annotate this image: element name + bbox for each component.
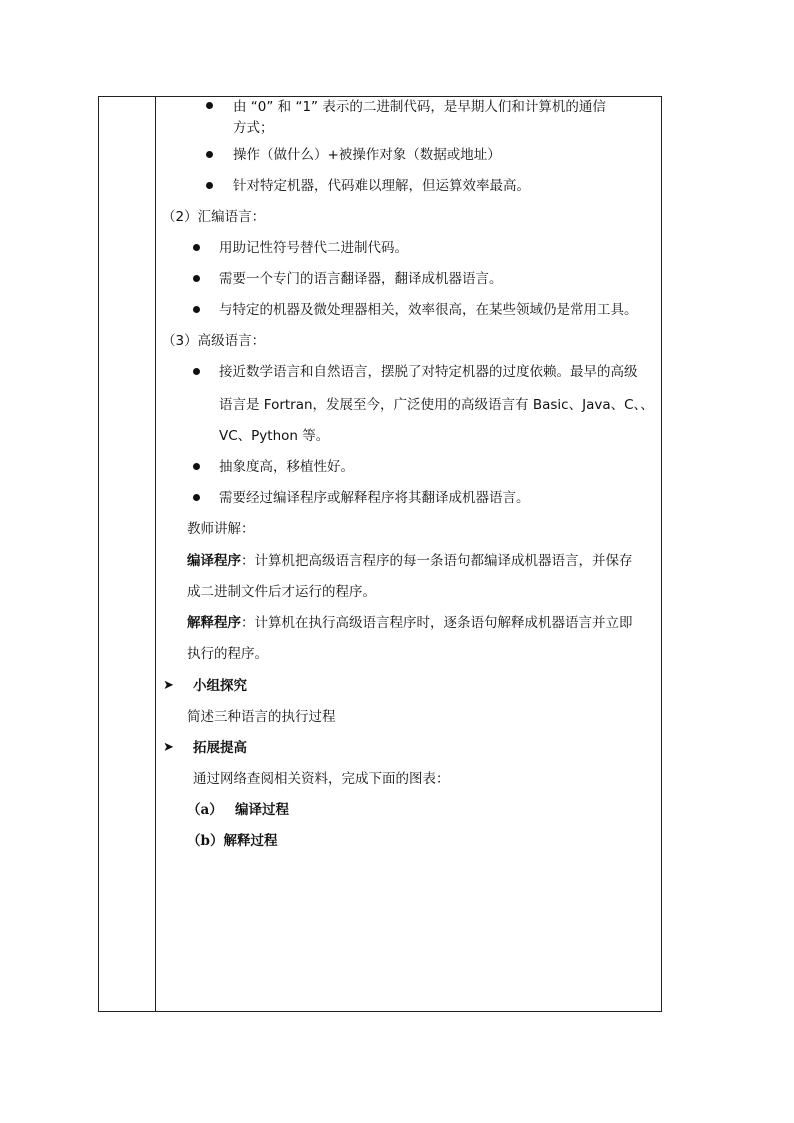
interpret-term: 解释程序 — [187, 615, 241, 631]
extend-item-a-text: 编译过程 — [235, 802, 289, 818]
bullet-icon — [193, 494, 200, 501]
extend-item-b: （b）解释过程 — [187, 833, 278, 849]
sec2-bullet1: 用助记性符号替代二进制代码。 — [219, 240, 408, 256]
bullet-icon — [206, 182, 213, 189]
sec2-bullet2: 需要一个专门的语言翻译器，翻译成机器语言。 — [219, 271, 503, 287]
sec3-bullet3: 需要经过编译程序或解释程序将其翻译成机器语言。 — [219, 490, 530, 506]
sec1-bullet3: 针对特定机器，代码难以理解，但运算效率最高。 — [233, 178, 530, 194]
extend-text: 通过网络查阅相关资料，完成下面的图表： — [193, 771, 450, 787]
interpret-definition-line2: 执行的程序。 — [187, 646, 268, 662]
compile-term: 编译程序 — [187, 553, 241, 569]
table-column-divider — [155, 96, 156, 1012]
sec2-bullet3: 与特定的机器及微处理器相关，效率很高，在某些领域仍是常用工具。 — [219, 302, 638, 318]
sec2-heading: （2）汇编语言： — [162, 209, 266, 225]
teacher-heading: 教师讲解： — [187, 521, 255, 537]
sec1-bullet2: 操作（做什么）+被操作对象（数据或地址） — [233, 147, 501, 163]
interpret-definition-line1 — [187, 614, 633, 632]
sec1-bullet1-line2: 方式； — [233, 120, 274, 136]
group-text: 简述三种语言的执行过程 — [187, 709, 336, 725]
bullet-icon — [193, 244, 200, 251]
bullet-icon — [193, 463, 200, 470]
sec1-bullet1-line1: 由 “0” 和 “1” 表示的二进制代码，是早期人们和计算机的通信 — [233, 99, 606, 115]
sec3-bullet1-line2: 语言是 Fortran，发展至今，广泛使用的高级语言有 Basic、Java、C、、 — [219, 397, 654, 413]
sec3-bullet1-line1: 接近数学语言和自然语言，摆脱了对特定机器的过度依赖。最早的高级 — [219, 364, 638, 380]
sec3-bullet1-line3: VC、Python 等。 — [219, 428, 330, 444]
extend-heading: 拓展提高 — [193, 740, 247, 756]
sec3-bullet2: 抽象度高，移植性好。 — [219, 459, 354, 475]
bullet-icon — [206, 151, 213, 158]
extend-item-a-label: （a） — [187, 802, 223, 818]
bullet-icon — [193, 275, 200, 282]
group-heading: 小组探究 — [193, 678, 247, 694]
arrow-bullet-icon: ➤ — [163, 740, 174, 755]
interpret-definition: ：计算机在执行高级语言程序时，逐条语句解释成机器语言并立即 — [241, 615, 633, 631]
compile-definition: ：计算机把高级语言程序的每一条语句都编译成机器语言，并保存 — [241, 553, 633, 569]
compile-definition-line1 — [187, 552, 633, 570]
compile-definition-line2: 成二进制文件后才运行的程序。 — [187, 584, 376, 600]
sec3-heading: （3）高级语言： — [162, 333, 266, 349]
bullet-icon — [193, 368, 200, 375]
bullet-icon — [206, 102, 213, 109]
bullet-icon — [193, 306, 200, 313]
arrow-bullet-icon: ➤ — [163, 678, 174, 693]
